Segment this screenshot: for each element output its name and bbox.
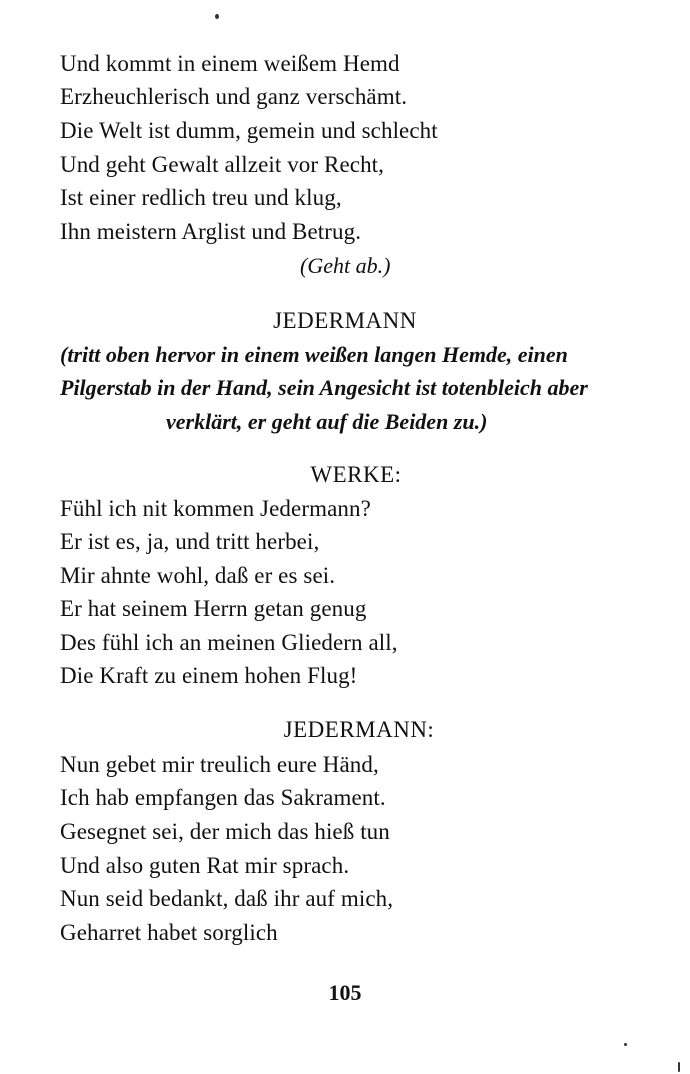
verse-line: Er hat seinem Herrn getan genug [60,596,367,621]
ink-speck [215,14,219,19]
page-number: 105 [328,980,362,1005]
speaker-heading: JEDERMANN: [283,717,435,742]
verse-line: Und geht Gewalt allzeit vor Recht, [60,152,385,177]
verse-line: Erzheuchlerisch und ganz verschämt. [60,84,408,109]
verse-line: Und also guten Rat mir sprach. [60,853,350,878]
stage-direction-exit: (Geht ab.) [300,253,391,278]
verse-line: Fühl ich nit kommen Jedermann? [60,496,371,521]
verse-line: Ist einer redlich treu und klug, [60,185,342,210]
verse-line: Nun gebet mir treulich eure Händ, [60,752,379,777]
verse-line: Ihn meistern Arglist und Betrug. [60,219,362,244]
verse-line: Ich hab empfangen das Sakrament. [60,785,386,810]
verse-line: Nun seid bedankt, daß ihr auf mich, [60,886,394,911]
verse-line: Gesegnet sei, der mich das hieß tun [60,819,390,844]
verse-line: Die Kraft zu einem hohen Flug! [60,663,358,688]
speaker-heading: JEDERMANN [273,308,417,333]
verse-line: Mir ahnte wohl, daß er es sei. [60,563,336,588]
stage-direction-line: (tritt oben hervor in einem weißen langen Hemde, einen [60,342,568,367]
ink-speck [678,1062,680,1072]
verse-line: Des fühl ich an meinen Gliedern all, [60,630,398,655]
ink-speck [624,1043,627,1046]
verse-line: Geharret habet sorglich [60,920,278,945]
verse-line: Er ist es, ja, und tritt herbei, [60,529,320,554]
verse-line: Und kommt in einem weißem Hemd [60,51,400,76]
stage-direction-line: verklärt, er geht auf die Beiden zu.) [166,409,488,434]
verse-line: Die Welt ist dumm, gemein und schlecht [60,118,438,143]
stage-direction-line: Pilgerstab in der Hand, sein Angesicht ist totenbleich aber [60,375,588,400]
speaker-heading: WERKE: [310,462,402,487]
